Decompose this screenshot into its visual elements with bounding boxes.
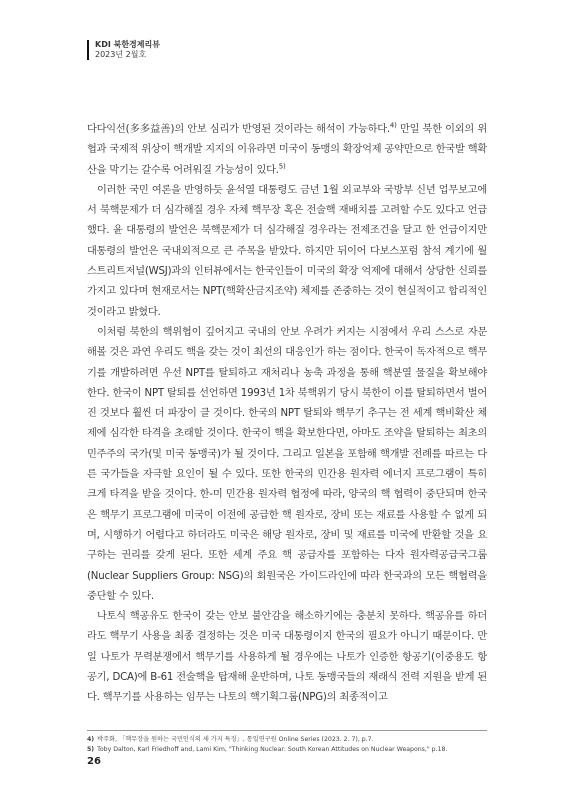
footnote-text: 박주화, 「핵무장을 원하는 국민인식의 세 가지 특징」, 통일연구원 Online Series (2023. 2. 7), p.7. xyxy=(97,736,374,743)
header-text xyxy=(95,40,160,60)
footnote-ref-5: 5) xyxy=(278,162,286,171)
journal-title: KDI 북한경제리뷰 xyxy=(95,40,160,49)
paragraph-1 xyxy=(87,120,487,181)
paragraph-1-part-1: 다다익선(多多益善)의 안보 심리가 반영된 것이라는 해석이 가능하다. xyxy=(87,124,390,135)
paragraph-4: 나토식 핵공유도 한국이 갖는 안보 불안감을 해소하기에는 충분치 못하다. 핵공유를 하더라도 핵무기 사용을 최종 결정하는 것은 미국 대통령이지 한국의 필요가 아니기 때문이다. 만일 나토가 무력분쟁에서 핵무기를 사용하게 될 경우에는 나토가 인증한 항공기(이중용도 항공기, DCA)에 B-61 전술핵을 탑재해 운반하며, 나토 동맹국들의 재래식 전력 지원을 받게 된다. 핵무기를 사용하는 임무는 나토의 핵기획그룹(NPG)의 최종적이고 xyxy=(87,611,487,704)
body-text xyxy=(87,120,487,709)
footnote-number: 5) xyxy=(87,746,95,753)
paragraph-1-part-2: 만일 북한 이외의 위협과 국제적 위상이 핵개발 지지의 이유라면 미국이 동맹의 확장억제 공약만으로 한국발 핵확산을 막기는 갈수록 어려워질 가능성이 있다. xyxy=(87,124,487,176)
footnote-divider xyxy=(87,730,487,731)
footnote-ref-4: 4) xyxy=(389,121,397,130)
journal-issue: 2023년 2월호 xyxy=(95,50,147,59)
footnote-text: Toby Dalton, Karl Friedhoff and, Lami Kim, "Thinking Nuclear: South Korean Attitudes on Nuclear Weapons," p.18. xyxy=(97,746,448,753)
paragraph-2: 이러한 국민 여론을 반영하듯 윤석열 대통령도 금년 1월 외교부와 국방부 신년 업무보고에서 북핵문제가 더 심각해질 경우 자체 핵무장 혹은 전술핵 재배치를 고려할 수도 있다고 언급했다. 윤 대통령의 발언은 북핵문제가 더 심각해질 경우라는 전제조건을 달고 한 언급이지만 대통령의 발언은 국내외적으로 큰 주목을 받았다. 하지만 뒤이어 다보스포럼 참석 계기에 월스트리트저널(WSJ)과의 인터뷰에서는 한국인들이 미국의 확장 억제에 대해서 상당한 신뢰를 가지고 있다며 현재로서는 NPT(핵확산금지조약) 체제를 존중하는 것이 현실적이고 합리적인 것이라고 밝혔다. xyxy=(87,184,487,318)
paragraph-3: 이처럼 북한의 핵위협이 깊어지고 국내의 안보 우려가 커지는 시점에서 우리 스스로 자문해볼 것은 과연 우리도 핵을 갖는 것이 최선의 대응인가 하는 점이다. 한국이 독자적으로 핵무기를 개발하려면 우선 NPT를 탈퇴하고 재처리나 농축 과정을 통해 핵분열 물질을 확보해야 한다. 한국이 NPT 탈퇴를 선언하면 1993년 1차 북핵위기 당시 북한이 이를 탈퇴하면서 벌어진 것보다 훨씬 더 파장이 클 것이다. 한국의 NPT 탈퇴와 핵무기 추구는 전 세계 핵비확산 체제에 심각한 타격을 초래할 것이다. 한국이 핵을 확보한다면, 아마도 조약을 탈퇴하는 최초의 민주주의 국가(및 미국 동맹국)가 될 것이다. 그리고 일본을 포함해 핵개발 전례를 따르는 다른 국가들을 자극할 요인이 될 수 있다. 또한 한국의 민간용 원자력 에너지 프로그램이 특히 크게 타격을 받을 것이다. 한-미 민간용 원자력 협정에 따라, 양국의 핵 협력이 중단되며 한국은 핵무기 프로그램에 미국이 이전에 공급한 핵 원자로, 장비 또는 재료를 사용할 수 없게 되며, 시행하기 어렵다고 하더라도 미국은 해당 원자로, 장비 및 재료를 미국에 반환할 것을 요구하는 권리를 갖게 된다. 또한 세계 주요 핵 공급자를 포함하는 다자 원자력공급국그룹(Nuclear Suppliers Group: NSG)의 회원국은 가이드라인에 따라 한국과의 모든 핵협력을 중단할 수 있다. xyxy=(87,326,487,602)
running-header xyxy=(87,40,160,60)
footnote-5 xyxy=(87,745,507,755)
footnotes xyxy=(87,735,507,755)
footnote-4 xyxy=(87,735,507,745)
footnote-number: 4) xyxy=(87,736,95,743)
header-accent-bar xyxy=(87,40,89,60)
page-number: 26 xyxy=(87,756,101,767)
